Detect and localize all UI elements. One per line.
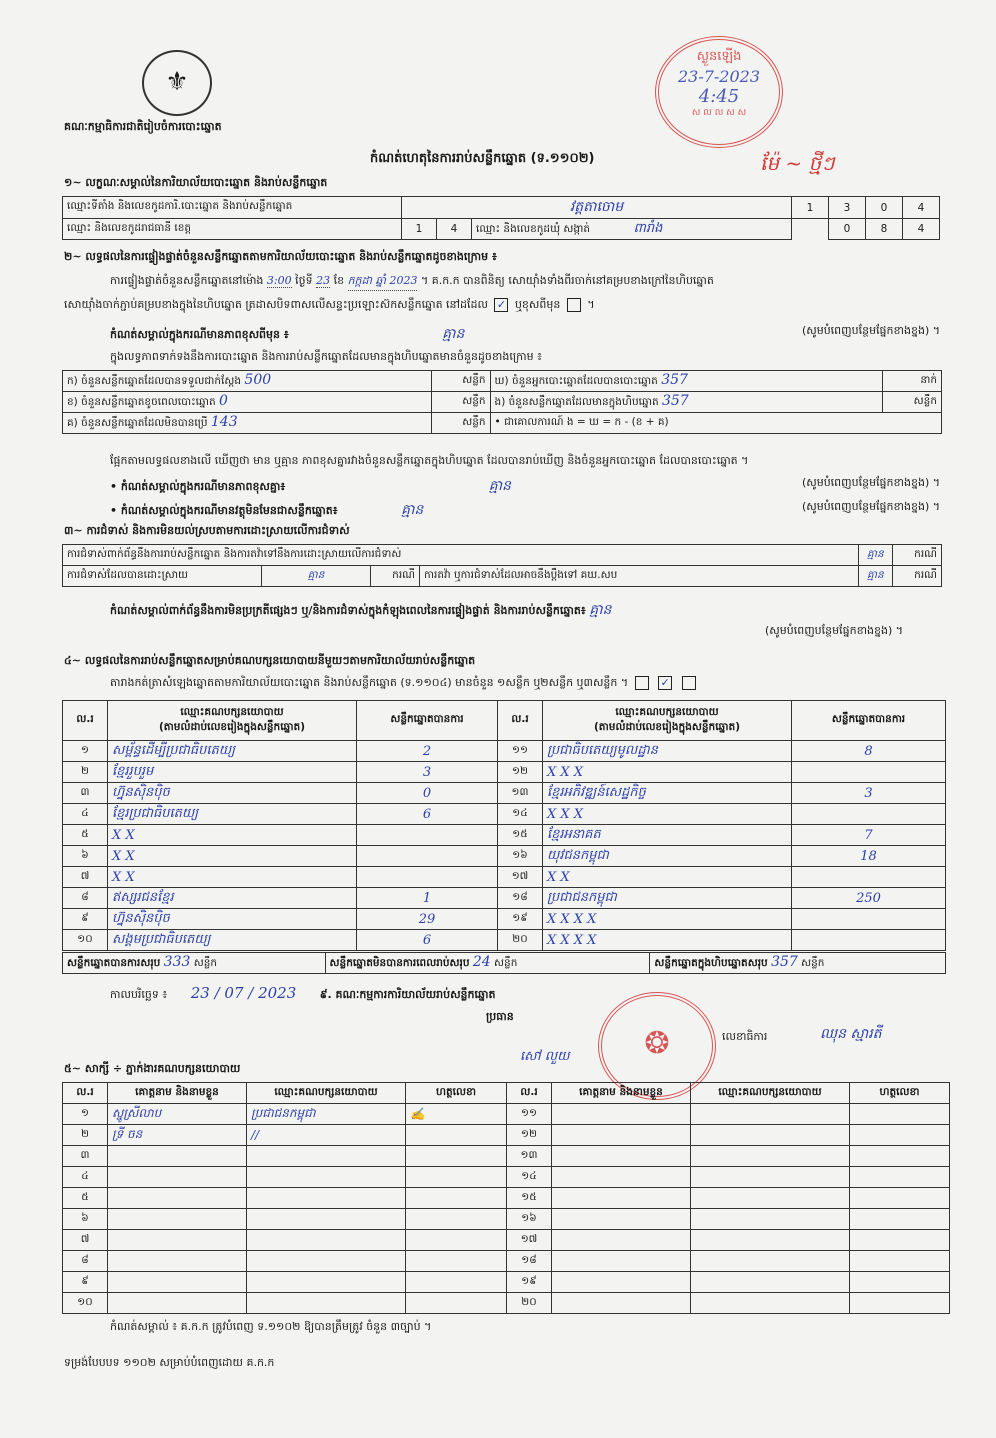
witness-signature bbox=[850, 1125, 950, 1146]
witness-name bbox=[108, 1188, 247, 1209]
results-row bbox=[63, 762, 946, 783]
diff-note-value: គ្មាន bbox=[488, 478, 511, 494]
party-name: យុវជនកម្ពុជា bbox=[543, 846, 792, 867]
section3-heading: ៣~ ការជំទាស់ និងការមិនយល់ស្របតាមការដោះស្រាយលើការជំទាស់ bbox=[64, 524, 350, 537]
party-no: ១០ bbox=[63, 930, 108, 951]
witness-signature bbox=[406, 1167, 507, 1188]
party-name: ហ្វ៊ុនស៊ិនប៉ិច bbox=[108, 783, 357, 804]
invalid-note-value: គ្មាន bbox=[401, 502, 424, 518]
count-label: គ) ចំនួនសន្លឹកឆ្នោតដែលមិនបានប្រើ 143 bbox=[63, 413, 432, 434]
formula-note: • ជាគោលការណ៍ ង = ឃ = ក - (ខ + គ) bbox=[490, 413, 941, 434]
witness-row bbox=[63, 1272, 950, 1293]
witness-name bbox=[552, 1167, 691, 1188]
witness-no: ១៨ bbox=[507, 1251, 552, 1272]
witness-signature bbox=[850, 1146, 950, 1167]
section4-intro: តារាងកត់ត្រាសំឡេងឆ្នោតតាមការិយាល័យបោះឆ្នោត និងរាប់សន្លឹកឆ្នោត (ទ.១១០៤) មានចំនួន ១សន្លឹក ឬ២សន្លឹក ឬ៣សន្លឹក ។ ✓ bbox=[110, 676, 699, 692]
chair-label: ប្រធាន bbox=[486, 1010, 514, 1023]
stamp-date: 23-7-2023 bbox=[677, 67, 761, 86]
appeal-label: ការតវ៉ា ឬការជំទាស់ដែលអាចនឹងប្តឹងទៅ គឃ.សប bbox=[420, 566, 859, 587]
party-name: X X X X bbox=[543, 930, 792, 951]
witness-signature bbox=[850, 1209, 950, 1230]
witness-name bbox=[552, 1293, 691, 1314]
witness-name bbox=[552, 1272, 691, 1293]
party-no: ២០ bbox=[498, 930, 543, 951]
witness-party: // bbox=[247, 1125, 406, 1146]
results-row bbox=[63, 825, 946, 846]
party-no: ១១ bbox=[498, 741, 543, 762]
red-note: ម៉ែ ~ ថ្មីៗ bbox=[760, 151, 835, 175]
witness-no: ២០ bbox=[507, 1293, 552, 1314]
witness-row bbox=[63, 1104, 950, 1125]
witness-no: ១ bbox=[63, 1104, 108, 1125]
complaints-table: ការជំទាស់ពាក់ព័ន្ធនឹងការរាប់សន្លឹកឆ្នោត និងការតវ៉ាទៅនឹងការដោះស្រាយលើការជំទាស់ គ្មាន ករណី ការជំទាស់ដែលបានដោះស្រាយ គ្មាន ករណី ការតវ៉ា ឬការជំទាស់ដែលអាចនឹងប្តឹងទៅ គឃ.សប គ្មាន ករណី bbox=[62, 544, 942, 587]
section1-heading: ១~ លក្ខណៈសម្គាល់នៃការិយាល័យបោះឆ្នោត និងរាប់សន្លឹកឆ្នោត bbox=[64, 176, 328, 189]
witness-party bbox=[691, 1272, 850, 1293]
results-row bbox=[63, 741, 946, 762]
witness-row bbox=[63, 1188, 950, 1209]
count-label: ឃ) ចំនួនអ្នកបោះឆ្នោតដែលបានបោះឆ្នោត 357 bbox=[490, 371, 883, 392]
results-table: ល.រ ឈ្មោះគណបក្សនយោបាយ (តាមលំដាប់លេខរៀងក្នុងសន្លឹកឆ្នោត) សន្លឹកឆ្នោតបានការ ល.រ ឈ្មោះគណបក្សនយោបាយ (តាមលំដាប់លេខរៀងក្នុងសន្លឹកឆ្នោត) សន្លឹកឆ្នោតបានការ ១ សម្ព័ន្ធដើម្បីប្រជាធិបតេយ្យ 2 ១១ ប្រជាធិបតេយ្យមូលដ្ឋាន 8 ២ ខ្មែររួបរួម 3 ១២ X X X ៣ ហ្វ៊ុនស៊ិនប៉ិច 0 ១៣ ខ្មែរអភិវឌ្ឍន៍សេដ្ឋកិច្ច 3 ៤ ខ្មែរប្រជាធិបតេយ្យ 6 ១៤ X X X ៥ X X ១៥ ខ្មែរអនាគត 7 ៦ X X ១៦ យុវជនកម្ពុជា 18 ៧ X X ១៧ X X ៨ ឥស្សរជនខ្មែរ 1 ១៨ ប្រជាជនកម្ពុជា 250 ៩ ហ្វ៊ុនស៊ិនប៉ិច 29 ១៩ X X X X ១០ សង្គមប្រជាធិបតេយ្យ 6 ២០ X X X X bbox=[62, 700, 946, 951]
two-sheets-checkbox[interactable]: ✓ bbox=[658, 676, 672, 690]
witness-party bbox=[691, 1251, 850, 1272]
party-no: ១៤ bbox=[498, 804, 543, 825]
witness-row bbox=[63, 1251, 950, 1272]
count-intro: ក្នុងលទ្ធភាពទាក់ទងនឹងការបោះឆ្នោត និងការរាប់សន្លឹកឆ្នោតដែលមានក្នុងហិបឆ្នោតមានចំនួនដូចខាងក្រោម ៖ bbox=[110, 350, 542, 363]
party-votes bbox=[792, 930, 946, 951]
party-name: ប្រជាធិបតេយ្យមូលដ្ឋាន bbox=[543, 741, 792, 762]
witness-row bbox=[63, 1125, 950, 1146]
chair-signature: សៅ លួយ bbox=[520, 1049, 570, 1064]
witness-party bbox=[247, 1230, 406, 1251]
witness-name bbox=[108, 1293, 247, 1314]
witness-signature bbox=[850, 1251, 950, 1272]
party-name: ប្រជាជនកម្ពុជា bbox=[543, 888, 792, 909]
party-votes bbox=[357, 825, 498, 846]
party-no: ៧ bbox=[63, 867, 108, 888]
resolved-value: គ្មាន bbox=[262, 566, 371, 587]
party-no: ៩ bbox=[63, 909, 108, 930]
section2-heading: ២~ លទ្ធផលនៃការផ្ទៀងផ្ទាត់ចំនួនសន្លឹកឆ្នោតតាមការិយាល័យបោះឆ្នោត និងរាប់សន្លឹកឆ្នោតដូចខាងក្រោម ៖ bbox=[64, 250, 497, 263]
stamp-code: ស ល ល ស ស bbox=[691, 108, 747, 118]
resolved-label: ការជំទាស់ដែលបានដោះស្រាយ bbox=[63, 566, 262, 587]
party-name: X X bbox=[108, 846, 357, 867]
stamp-time: 4:45 bbox=[698, 86, 740, 107]
party-name: X X X bbox=[543, 762, 792, 783]
ballot-count-table: ក) ចំនួនសន្លឹកឆ្នោតដែលបានទទួលជាក់ស្តែង 500 សន្លឹក ឃ) ចំនួនអ្នកបោះឆ្នោតដែលបានបោះឆ្នោត 357 នាក់ ខ) ចំនួនសន្លឹកឆ្នោតខូចពេលបោះឆ្នោត 0 សន្លឹក ង) ចំនួនសន្លឹកឆ្នោតដែលមានក្នុងហិបឆ្នោត 357 សន្លឹក គ) ចំនួនសន្លឹកឆ្នោតដែលមិនបានប្រើ 143 សន្លឹក • ជាគោលការណ៍ ង = ឃ = ក - (ខ + គ) bbox=[62, 370, 942, 434]
witness-no: ៤ bbox=[63, 1167, 108, 1188]
complaint-value: គ្មាន bbox=[858, 545, 892, 566]
count-label: ង) ចំនួនសន្លឹកឆ្នោតដែលមានក្នុងហិបឆ្នោត 357 bbox=[490, 392, 883, 413]
witness-party bbox=[691, 1188, 850, 1209]
invalid-note-line: • កំណត់សម្គាល់ក្នុងករណីមានវត្ថុមិនមែនជាសន្លឹកឆ្នោត៖ គ្មាន (សូមបំពេញបន្ថែមផ្នែកខាងខ្នង) ។ bbox=[110, 500, 940, 518]
witness-party bbox=[247, 1293, 406, 1314]
party-votes bbox=[357, 867, 498, 888]
diff-note-line: • កំណត់សម្គាល់ក្នុងករណីមានភាពខុសគ្នា៖ គ្មាន (សូមបំពេញបន្ថែមផ្នែកខាងខ្នង) ។ bbox=[110, 476, 940, 494]
count-value: 500 bbox=[244, 372, 272, 388]
witness-name bbox=[552, 1230, 691, 1251]
commune-code-digit: 0 bbox=[829, 219, 866, 240]
witness-signature bbox=[406, 1146, 507, 1167]
witness-signature bbox=[850, 1293, 950, 1314]
witness-name bbox=[108, 1167, 247, 1188]
party-no: ១៨ bbox=[498, 888, 543, 909]
party-name: ហ្វ៊ុនស៊ិនប៉ិច bbox=[108, 909, 357, 930]
witness-party bbox=[691, 1104, 850, 1125]
results-row bbox=[63, 846, 946, 867]
witness-party bbox=[691, 1293, 850, 1314]
verify-month-year: កក្កដា ឆ្នាំ 2023 bbox=[348, 274, 418, 291]
three-sheets-checkbox[interactable] bbox=[682, 676, 696, 690]
party-votes bbox=[792, 762, 946, 783]
party-no: ១ bbox=[63, 741, 108, 762]
witness-party bbox=[247, 1272, 406, 1293]
party-votes: 250 bbox=[792, 888, 946, 909]
witness-row bbox=[63, 1230, 950, 1251]
party-name: ខ្មែររួបរួម bbox=[108, 762, 357, 783]
province-label: ឈ្មោះ និងលេខកូដរាជធានី ខេត្ត bbox=[63, 219, 402, 240]
witness-no: ១៩ bbox=[507, 1272, 552, 1293]
seal-icon: ❂ bbox=[644, 1026, 670, 1061]
witness-name bbox=[108, 1230, 247, 1251]
witness-no: ១៧ bbox=[507, 1230, 552, 1251]
witness-party bbox=[691, 1230, 850, 1251]
party-no: ២ bbox=[63, 762, 108, 783]
witness-signature bbox=[406, 1272, 507, 1293]
received-stamp bbox=[655, 36, 783, 148]
section5-note: កំណត់សម្គាល់ ៖ គ.ក.ក ត្រូវបំពេញ ទ.១១០២ ឱ្យបានត្រឹមត្រូវ ចំនួន ៣ច្បាប់ ។ bbox=[110, 1320, 432, 1333]
party-votes: 6 bbox=[357, 930, 498, 951]
party-no: ១៥ bbox=[498, 825, 543, 846]
witness-party bbox=[691, 1146, 850, 1167]
irregularity-hint: (សូមបំពេញបន្ថែមផ្នែកខាងខ្នង) ។ bbox=[765, 624, 904, 637]
witness-signature bbox=[850, 1188, 950, 1209]
compare-text: ផ្អែកតាមលទ្ធផលខាងលើ ឃើញថា មាន ឬគ្មាន ភាពខុសគ្នារវាងចំនួនសន្លឹកឆ្នោតក្នុងហិបឆ្នោត ដែលបានរាប់ឃើញ និងចំនួនអ្នកបោះឆ្នោត ដែលបានបោះឆ្នោត ។ bbox=[110, 454, 749, 467]
party-votes: 3 bbox=[357, 762, 498, 783]
witness-party bbox=[247, 1146, 406, 1167]
party-name: X X bbox=[108, 825, 357, 846]
secretary-signature: ឈុន ស្មារតី bbox=[820, 1026, 882, 1042]
section5-heading: ៥~ សាក្សី ÷ ភ្នាក់ងារគណបក្សនយោបាយ bbox=[64, 1062, 241, 1075]
witness-name: ស្នូស្រីលាប bbox=[108, 1104, 247, 1125]
verify-line-1: ការផ្ទៀងផ្ទាត់ចំនួនសន្លឹកឆ្នោតនៅម៉ោង 3:00 ថ្ងៃទី 23 ខែ កក្កដា ឆ្នាំ 2023 ។ គ.ក.ក បានពិនិត្យ សោយ៉ាំងទាំងពីរចាក់នៅគម្របខាងក្រៅនៃហិបឆ្នោត bbox=[110, 274, 940, 291]
witness-signature bbox=[850, 1167, 950, 1188]
witness-name bbox=[552, 1125, 691, 1146]
location-label: ឈ្មោះទីតាំង និងលេខកូដការិ.បោះឆ្នោត និងរាប់សន្លឹកឆ្នោត bbox=[63, 197, 402, 219]
party-no: ៥ bbox=[63, 825, 108, 846]
witness-row bbox=[63, 1146, 950, 1167]
witness-name bbox=[108, 1146, 247, 1167]
count-label: ក) ចំនួនសន្លឹកឆ្នោតដែលបានទទួលជាក់ស្តែង 500 bbox=[63, 371, 432, 392]
witness-party bbox=[247, 1188, 406, 1209]
location-code-digit: 4 bbox=[903, 197, 940, 219]
party-votes: 2 bbox=[357, 741, 498, 762]
party-name: ខ្មែរអនាគត bbox=[543, 825, 792, 846]
emblem-icon: ⚜ bbox=[165, 67, 189, 97]
witness-no: ៦ bbox=[63, 1209, 108, 1230]
witness-signature bbox=[406, 1251, 507, 1272]
witness-signature bbox=[406, 1209, 507, 1230]
party-name: X X bbox=[543, 867, 792, 888]
witness-party bbox=[247, 1209, 406, 1230]
witness-no: ១៦ bbox=[507, 1209, 552, 1230]
witness-name bbox=[552, 1209, 691, 1230]
date-line: កាលបរិច្ឆេទ ៖ 23 / 07 / 2023 ៩. គណៈកម្មការការិយាល័យរាប់សន្លឹកឆ្នោត bbox=[110, 984, 496, 1002]
count-value: 143 bbox=[210, 414, 238, 430]
witness-signature bbox=[850, 1230, 950, 1251]
appeal-value: គ្មាន bbox=[858, 566, 892, 587]
witness-no: ២ bbox=[63, 1125, 108, 1146]
form-title: កំណត់ហេតុនៃការរាប់សន្លឹកឆ្នោត (ទ.១១០២) bbox=[370, 151, 595, 166]
party-name: X X X bbox=[543, 804, 792, 825]
witness-no: ១៥ bbox=[507, 1188, 552, 1209]
totals-table bbox=[62, 952, 946, 974]
verify-day: 23 bbox=[316, 274, 331, 287]
witness-party: ប្រជាជនកម្ពុជា bbox=[247, 1104, 406, 1125]
footer-text: ទម្រង់បែបបទ ១១០២ សម្រាប់បំពេញដោយ គ.ក.ក bbox=[64, 1356, 275, 1369]
different-checkbox[interactable] bbox=[567, 298, 581, 312]
secretary-label: លេខាធិការ bbox=[722, 1030, 768, 1043]
section4-heading: ៤~ លទ្ធផលនៃការរាប់សន្លឹកឆ្នោតសម្រាប់គណបក្សនយោបាយនីមួយៗតាមការិយាល័យរាប់សន្លឹកឆ្នោត bbox=[64, 654, 476, 667]
party-votes: 6 bbox=[357, 804, 498, 825]
witness-signature bbox=[406, 1188, 507, 1209]
results-row bbox=[63, 804, 946, 825]
verify-time: 3:00 bbox=[266, 274, 292, 287]
witness-row bbox=[63, 1167, 950, 1188]
change-note-line: កំណត់សម្គាល់ក្នុងករណីមានភាពខុសពីមុន ៖ គ្មាន (សូមបំពេញបន្ថែមផ្នែកខាងខ្នង) ។ bbox=[110, 324, 940, 342]
same-checkbox[interactable]: ✓ bbox=[494, 298, 508, 312]
verify-line-2: សោយ៉ាំងចាក់ភ្ជាប់គម្របខាងក្នុងនៃហិបឆ្នោត ត្រដាសបិទពាសលើសន្ទះប្រឡោះស៊កសន្លឹកឆ្នោត នៅដដែល ✓ ឬខុសពីមុន ។ bbox=[64, 298, 595, 311]
party-name: ឥស្សរជនខ្មែរ bbox=[108, 888, 357, 909]
total-invalid: សន្លឹកឆ្នោតមិនបានការពេលរាប់សរុប 24 សន្លឹក bbox=[325, 953, 650, 974]
commune-label: ឈ្មោះ និងលេខកូដឃុំ សង្កាត់ ពារាំង bbox=[472, 219, 792, 240]
witness-signature bbox=[406, 1125, 507, 1146]
commune-value: ពារាំង bbox=[633, 220, 663, 236]
witness-name bbox=[552, 1251, 691, 1272]
witness-table: ល.រ គោត្តនាម និងនាមខ្លួន ឈ្មោះគណបក្សនយោបាយ ហត្ថលេខា ល.រ គោត្តនាម និងនាមខ្លួន ឈ្មោះគណបក្សនយោបាយ ហត្ថលេខា ១ ស្នូស្រីលាប ប្រជាជនកម្ពុជា ✍ ១១ ២ ទ្រី ចន // ១២ ៣ ១៣ ៤ ១៤ ៥ ១៥ ៦ ១៦ ៧ ១៧ ៨ ១៨ ៩ ១៩ ១០ ២០ bbox=[62, 1082, 950, 1314]
party-votes: 3 bbox=[792, 783, 946, 804]
count-value: 357 bbox=[661, 393, 689, 409]
party-name: X X X X bbox=[543, 909, 792, 930]
witness-name bbox=[108, 1272, 247, 1293]
witness-no: ១១ bbox=[507, 1104, 552, 1125]
results-row bbox=[63, 909, 946, 930]
party-votes bbox=[357, 846, 498, 867]
witness-no: ១២ bbox=[507, 1125, 552, 1146]
witness-no: ១០ bbox=[63, 1293, 108, 1314]
party-name: សម្ព័ន្ធដើម្បីប្រជាធិបតេយ្យ bbox=[108, 741, 357, 762]
irregularity-value: គ្មាន bbox=[589, 602, 612, 618]
witness-no: ៣ bbox=[63, 1146, 108, 1167]
commune-code-digit: 4 bbox=[903, 219, 940, 240]
witness-party bbox=[691, 1167, 850, 1188]
party-name: X X bbox=[108, 867, 357, 888]
province-code-digit: 4 bbox=[437, 219, 472, 240]
section1-table bbox=[62, 196, 940, 240]
party-votes bbox=[792, 867, 946, 888]
party-votes bbox=[792, 804, 946, 825]
witness-name bbox=[108, 1251, 247, 1272]
complaint-label: ការជំទាស់ពាក់ព័ន្ធនឹងការរាប់សន្លឹកឆ្នោត និងការតវ៉ាទៅនឹងការដោះស្រាយលើការជំទាស់ bbox=[63, 545, 859, 566]
party-votes: 0 bbox=[357, 783, 498, 804]
witness-signature: ✍ bbox=[406, 1104, 507, 1125]
witness-no: ៧ bbox=[63, 1230, 108, 1251]
witness-no: ៨ bbox=[63, 1251, 108, 1272]
witness-party bbox=[247, 1251, 406, 1272]
party-no: ៨ bbox=[63, 888, 108, 909]
one-sheet-checkbox[interactable] bbox=[635, 676, 649, 690]
party-votes: 7 bbox=[792, 825, 946, 846]
total-box: សន្លឹកឆ្នោតក្នុងហិបឆ្នោតសរុប 357 សន្លឹក bbox=[650, 953, 946, 974]
change-note-value: គ្មាន bbox=[442, 326, 465, 342]
witness-name bbox=[552, 1104, 691, 1125]
witness-no: ៥ bbox=[63, 1188, 108, 1209]
witness-no: ៩ bbox=[63, 1272, 108, 1293]
witness-row bbox=[63, 1209, 950, 1230]
party-name: ខ្មែរប្រជាធិបតេយ្យ bbox=[108, 804, 357, 825]
party-no: ១២ bbox=[498, 762, 543, 783]
total-valid: សន្លឹកឆ្នោតបានការសរុប 333 សន្លឹក bbox=[63, 953, 326, 974]
witness-row bbox=[63, 1293, 950, 1314]
party-no: ១៩ bbox=[498, 909, 543, 930]
party-name: ខ្មែរអភិវឌ្ឍន៍សេដ្ឋកិច្ច bbox=[543, 783, 792, 804]
location-code-digit: 3 bbox=[829, 197, 866, 219]
party-name: សង្គមប្រជាធិបតេយ្យ bbox=[108, 930, 357, 951]
party-no: ១៧ bbox=[498, 867, 543, 888]
witness-signature bbox=[406, 1293, 507, 1314]
location-code-digit: 1 bbox=[792, 197, 829, 219]
stamp-label: ស្ងួនឡើង bbox=[696, 49, 742, 64]
org-name: គណៈកម្មាធិការជាតិរៀបចំការបោះឆ្នោត bbox=[64, 120, 222, 133]
results-row bbox=[63, 888, 946, 909]
witness-no: ១៤ bbox=[507, 1167, 552, 1188]
count-value: 0 bbox=[219, 393, 228, 409]
witness-party bbox=[691, 1209, 850, 1230]
count-value: 357 bbox=[661, 372, 688, 388]
results-row bbox=[63, 930, 946, 951]
irregularity-note: កំណត់សម្គាល់ពាក់ព័ន្ធនឹងការមិនប្រក្រតីផ្សេងៗ ឬ/និងការជំទាស់ក្នុងកំឡុងពេលនៃការផ្ទៀងផ្ទាត់ និងការរាប់សន្លឹកឆ្នោត៖ គ្មាន bbox=[110, 602, 612, 618]
party-votes: 1 bbox=[357, 888, 498, 909]
party-votes: 29 bbox=[357, 909, 498, 930]
location-code-digit: 0 bbox=[866, 197, 903, 219]
witness-signature bbox=[406, 1230, 507, 1251]
witness-party bbox=[691, 1125, 850, 1146]
party-no: ១៣ bbox=[498, 783, 543, 804]
witness-name: ទ្រី ចន bbox=[108, 1125, 247, 1146]
province-code-digit: 1 bbox=[402, 219, 437, 240]
party-votes: 8 bbox=[792, 741, 946, 762]
witness-party bbox=[247, 1167, 406, 1188]
party-no: ៦ bbox=[63, 846, 108, 867]
results-row bbox=[63, 783, 946, 804]
results-row bbox=[63, 867, 946, 888]
emblem-logo bbox=[142, 50, 212, 116]
date-value: 23 / 07 / 2023 bbox=[190, 984, 297, 1002]
party-votes: 18 bbox=[792, 846, 946, 867]
witness-name bbox=[108, 1209, 247, 1230]
witness-name bbox=[552, 1146, 691, 1167]
party-no: ១៦ bbox=[498, 846, 543, 867]
witness-name bbox=[552, 1188, 691, 1209]
witness-no: ១៣ bbox=[507, 1146, 552, 1167]
count-label: ខ) ចំនួនសន្លឹកឆ្នោតខូចពេលបោះឆ្នោត 0 bbox=[63, 392, 432, 413]
witness-signature bbox=[850, 1272, 950, 1293]
witness-signature bbox=[850, 1104, 950, 1125]
party-no: ៤ bbox=[63, 804, 108, 825]
party-votes bbox=[792, 909, 946, 930]
location-value: វត្តតាចោម bbox=[402, 197, 792, 219]
party-no: ៣ bbox=[63, 783, 108, 804]
commune-code-digit: 8 bbox=[866, 219, 903, 240]
